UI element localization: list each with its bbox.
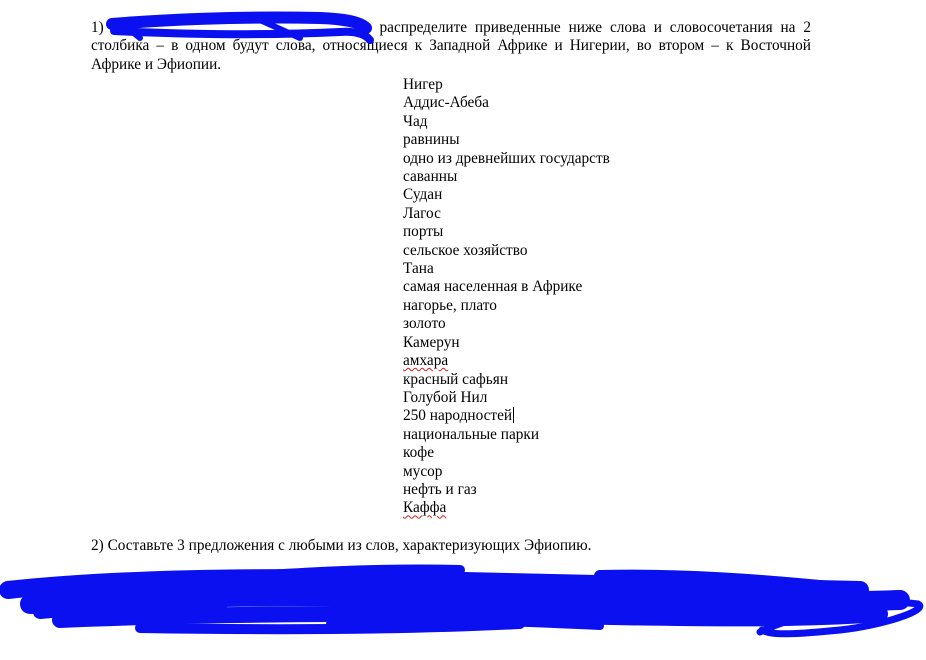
task-1-text: распределите приведенные ниже слова и словосочетания на 2 столбика – в одном будут слова, относящиеся к Западной Африке и Нигерии, во втором – к Восточной Африке и Эфиопии. [91,19,812,73]
cropped-heading-remnant [330,0,630,2]
text-cursor [513,407,514,423]
list-item-ethnic-groups[interactable] [403,407,610,425]
list-item-highlands: нагорье, плато [403,296,497,314]
list-item-garbage: мусор [403,462,443,480]
list-item-national-parks: национальные парки [403,425,540,443]
spellcheck-underlined-word: Каффа [403,499,447,517]
list-item-savannas: саванны [403,168,458,186]
list-item-plains: равнины [403,131,460,149]
list-item-niger: Нигер [403,76,443,93]
list-item-cameroon: Камерун [403,333,460,351]
inline-redaction [112,19,372,35]
list-item-tana: Тана [403,260,434,278]
list-item-morocco-leather: красный сафьян [403,370,509,388]
list-item-addis-ababa: Аддис-Абеба [403,94,489,112]
list-item-kaffa [403,499,610,517]
list-item-ancient-state: одно из древнейших государств [403,149,610,167]
list-item-gold: золото [403,315,446,333]
list-item-amhara [403,352,610,370]
spellcheck-underlined-word: амхара [403,352,449,370]
task-1-number: 1) [91,19,104,36]
list-item-ports: порты [403,223,444,241]
list-item-oil-gas: нефть и газ [403,480,477,498]
list-item-most-populous: самая населенная в Африке [403,278,583,296]
list-item-lagos: Лагос [403,204,441,222]
list-item-blue-nile: Голубой Нил [403,388,488,406]
task-1-paragraph [91,19,811,74]
list-item-chad: Чад [403,112,428,130]
list-item-agriculture: сельское хозяйство [403,241,528,259]
list-item-ethnic-groups-text: 250 народностей [403,407,513,425]
list-item-sudan: Судан [403,186,443,204]
task-2-paragraph: 2) Составьте 3 предложения с любыми из слов, характеризующих Эфиопию. [91,537,592,554]
word-list [403,76,610,518]
list-item-coffee: кофе [403,444,435,462]
